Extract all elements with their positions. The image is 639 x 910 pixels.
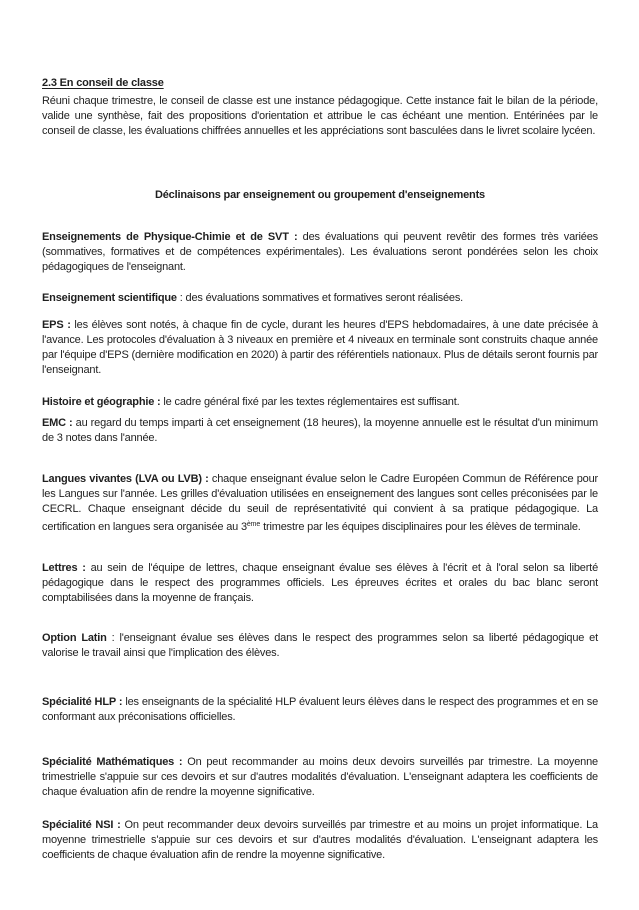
text-segment: trimestre par les équipes disciplinaires pour les élèves de terminale. <box>260 521 581 533</box>
paragraph-histoire-geographie <box>42 395 598 410</box>
text-segment: Spécialité Mathématiques : <box>42 756 188 768</box>
text-segment: Option Latin <box>42 632 107 644</box>
text-segment: Enseignement scientifique <box>42 292 177 304</box>
text-segment: chaque enseignant évalue selon le Cadre Européen Commun de Référence pour les Langues sur l'année. Les grilles d'évaluation utilisées en enseignement des langues sont celles préconisées par le CECRL. Chaque enseignant décide du seuil de représentativité qui convient à sa pratique pédagogique. La certification en langues sera organisée au 3 <box>42 473 599 533</box>
paragraph-enseignement-scientifique <box>42 291 598 306</box>
text-segment: : des évaluations sommatives et formatives seront réalisées. <box>176 292 464 304</box>
paragraph-conseil-intro <box>42 94 598 139</box>
text-segment: Réuni chaque trimestre, le conseil de classe est une instance pédagogique. Cette instance fait le bilan de la période, valide une synthèse, fait des propositions d'orientation et attribue le cas échéant une mention. Entérinées par le conseil de classe, les évaluations chiffrées annuelles et les appréciations sont basculées dans le livret scolaire lycéen. <box>42 95 598 137</box>
paragraph-option-latin <box>42 631 598 661</box>
text-segment: le cadre général fixé par les textes réglementaires est suffisant. <box>163 396 460 408</box>
text-segment: Histoire et géographie : <box>42 396 164 408</box>
text-segment: au sein de l'équipe de lettres, chaque enseignant évalue ses élèves à l'écrit et à l'oral selon sa liberté pédagogique dans le respect des programmes officiels. Les épreuves écrites et orales du bac blanc seront comptabilisées dans la moyenne de français. <box>42 562 599 604</box>
paragraph-langues-vivantes <box>42 472 598 535</box>
text-segment: Spécialité HLP : <box>42 696 126 708</box>
paragraph-lettres <box>42 561 598 606</box>
text-segment: EPS : <box>42 319 75 331</box>
heading-declinaisons <box>42 188 598 203</box>
text-segment: Langues vivantes (LVA ou LVB) : <box>42 473 212 485</box>
text-segment: EMC : <box>42 417 76 429</box>
paragraph-physique-chimie-svt <box>42 230 598 275</box>
text-segment: les élèves sont notés, à chaque fin de cycle, durant les heures d'EPS hebdomadaires, à une date précisée à l'avance. Les protocoles d'évaluation à 3 niveaux en première et 4 niveaux en terminale sont construits chaque année par l'équipe d'EPS (dernière modification en 2020) à partir des référentiels nationaux. Plus de détails seront fournis par l'enseignant. <box>42 319 598 376</box>
heading-conseil-de-classe <box>42 76 598 91</box>
paragraph-specialite-hlp <box>42 695 598 725</box>
text-segment: On peut recommander deux devoirs surveillés par trimestre et au moins un projet informatique. La moyenne trimestrielle s'appuie sur ces devoirs et sur d'autres modalités d'évaluation. L'enseignant adaptera les coefficients de chaque évaluation afin de rendre la moyenne significative. <box>42 819 598 861</box>
text-segment: ème <box>246 521 261 528</box>
text-segment: Lettres : <box>42 562 91 574</box>
paragraph-emc <box>42 416 598 446</box>
text-segment: 2.3 En conseil de classe <box>42 77 164 89</box>
text-segment: Enseignements de Physique-Chimie et de SVT : <box>42 231 303 243</box>
paragraph-specialite-nsi <box>42 818 598 863</box>
text-segment: Spécialité NSI : <box>42 819 125 831</box>
text-segment: les enseignants de la spécialité HLP évaluent leurs élèves dans le respect des programmes et en se conformant aux préconisations officielles. <box>42 696 599 723</box>
paragraph-specialite-mathematiques <box>42 755 598 800</box>
text-segment: : l'enseignant évalue ses élèves dans le respect des programmes selon sa liberté pédagogique et valorise le travail ainsi que l'implication des élèves. <box>42 632 598 659</box>
text-segment: des évaluations qui peuvent revêtir des formes très variées (sommatives, formatives et de compétences expérimentales). Les évaluations seront pondérées selon les choix pédagogiques de l'enseignant. <box>42 231 598 273</box>
text-segment: On peut recommander au moins deux devoirs surveillés par trimestre. La moyenne trimestrielle s'appuie sur ces devoirs et sur d'autres modalités d'évaluation. L'enseignant adaptera les coefficients de chaque évaluation afin de rendre la moyenne significative. <box>42 756 598 798</box>
paragraph-eps <box>42 318 598 378</box>
text-segment: Déclinaisons par enseignement ou groupement d'enseignements <box>154 189 485 201</box>
text-segment: au regard du temps imparti à cet enseignement (18 heures), la moyenne annuelle est le résultat d'un minimum de 3 notes dans l'année. <box>42 417 598 444</box>
